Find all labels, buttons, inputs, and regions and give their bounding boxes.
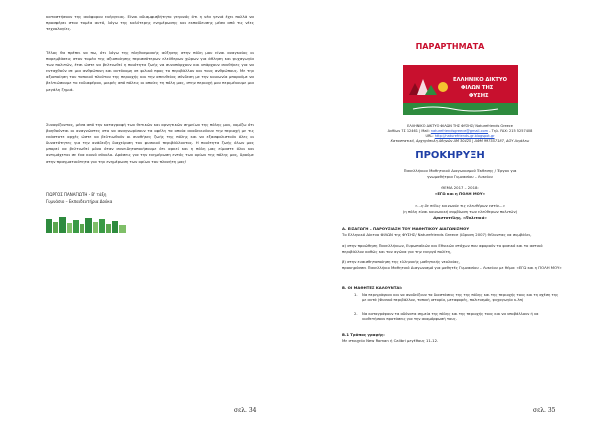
website-link[interactable]: http://naturefriends-gr.blogspot.gr bbox=[434, 134, 495, 138]
email-link[interactable]: naturefriendsgreece@gmail.com bbox=[430, 129, 489, 133]
url-prefix: URL: bbox=[425, 134, 435, 138]
section-b1-heading: Β.1 Τρόπος γραφής: bbox=[342, 332, 385, 337]
address-prefix: Ανθίων 7Σ 12461 | Mail: bbox=[387, 129, 431, 133]
quote-note: (η πόλη είναι κοινωνική συμβίωση των ελεύθερων πολιτών) bbox=[402, 209, 518, 214]
svg-text:ΦΙΛΩΝ ΤΗΣ: ΦΙΛΩΝ ΤΗΣ bbox=[461, 85, 494, 91]
section-a-heading: Α. ΕΙΣΑΓΩΓΗ – ΠΑΡΟΥΣΙΑΣΗ ΤΟΥ ΜΑΘΗΤΙΚΟΥ ΔΙΑΓΩΝΙΣΜΟΥ bbox=[342, 226, 470, 231]
appendix-title: ΠΑΡΑΡΤΗΜΑΤΑ bbox=[415, 42, 485, 51]
quote-author: Αριστοτέλης, «Πολιτικά» bbox=[433, 215, 487, 220]
paragraph-2: Τέλος θα πρέπει να πω, ότι λόγω της πληθυσμιακής αύξησης στην πόλη μου είναι αναγκαίος οι παρεμβάσεις στον τομέα της αξιοποίησης περισσότερων ελεύθερων χώρων για άθληση και ψυχαγωγία των πολιτών, έτσι ώστε να βελτιωθεί η ποιότητα ζωής να συνυπάρχουν και υπάρχουν συνθήκες για να ενταχθούν σε μια ανθρώπινη και αυτόνομη σε φιλικό προς το περιβάλλον και τους ανθρώπους. Με την αξιοποίηση του τοπικού πλούτου της περιοχής και την απευθείας σύνδεση με την κοινωνία μπορούμε να βελτιώσουμε το ενδιαφέρον, μικρές από πόλεις οι οποίες τη πόλη μας, στην περιοχή μου περιμένουμε μια μεγάλη ζημιά. bbox=[46, 50, 254, 92]
contest-line-2: γνωμαθήτρια Γυμνασίου – Λυκείου bbox=[427, 174, 493, 179]
registration-line: Καταστατικό, Αρχηγόπολη Αθηνών ΑΜ 30425 | ΑΦΜ 997557187, ΔΟΥ Αιγάλεω bbox=[390, 139, 530, 143]
item-text: Να περιγράψουν και να αναδείξουν τα διαστάσεις της της πόλης και της περιοχής τους και τη σχέση της με αυτά (Φυσικό περιβάλλον, τοπική ιστορία, μεταφορές, πολιτισμός, ψυχαγωγία κ.λπ) bbox=[362, 293, 559, 303]
item-number: 2. bbox=[354, 312, 358, 316]
item-number: 1. bbox=[354, 293, 358, 297]
section-a-line-4: προκηρύσσει Πανελλήνιο Μαθητικό Διαγωνισμό για μαθητές Γυμνασίου – Λυκείου με θέμα: «ΕΓΩ και η ΠΟΛΗ ΜΟΥ» bbox=[342, 265, 562, 270]
signature-name: ΓΙΩΡΓΟΣ ΠΑΝΑΓΙΩΤΗ - Β' τάξη bbox=[46, 192, 107, 197]
paragraph-3: Συνοψίζοντας, μέσα από την καταγραφή των θετικών και αρνητικών σημείων της πόλης μου, νομίζω ότι βοηθούνται οι αναγνώστες στο να αναγνωρίσουν τα οφέλη τα οποία αναδεικνύουν την περιοχή με τις εκάστοτε αρχές ώστε να βελτιωθούν οι συνθήκες ζωής της πόλης και να εξασφαλιστούν όλες οι δυνατότητες για την ανάδειξη διαχείριση του φυσικού περιβάλλοντος. Η ποιότητα ζωής όλων μας μπορεί να βελτιωθεί μόνο όταν συνειδητοποιήσουμε ότι αρκεί και η πόλη μας είμαστε όλοι και αντιμάχεται σε ένα κοινό σύνολο. Δράσεις για την ενημέρωση εντός των ορίων της πόλης μας, δρούμε στην πραγματικότητα για την ενημέρωση των ορίων του πλανήτη μας! bbox=[46, 122, 254, 164]
section-a-line-3: β) στην ευαισθητοποίηση της ελληνικής μαθητικής νεολαίας, bbox=[342, 259, 460, 264]
address-suffix: - Τηλ. FAX: 215 5257408 bbox=[488, 129, 533, 133]
svg-text:ΦΥΣΗΣ: ΦΥΣΗΣ bbox=[469, 93, 489, 99]
page-number-right: σελ. 35 bbox=[533, 407, 556, 414]
section-a-line-2: α) στην προώθηση Πανελλήνιων, Ευρωπαϊκών και Εθνικών στόχων που αφορούν το φυσικό και το αστικό περιβάλλον καθώς και τον αγώνα για την ενεργό πολίτη, bbox=[342, 243, 543, 254]
right-page bbox=[300, 0, 600, 424]
aristotle-quote: «...η δε πόλις κοινωνία τις ελευθέρων εστίν...» bbox=[415, 203, 505, 208]
paragraph-1: καταστήσουν της ανάφορου ενέργειας. Είναι αδιαμφισβήτητο γεγονός ότι η νέα γενιά έχει πολλά να προσφέρει στον τομέα αυτό, λόγω της καλύτερης ενημέρωσης και εκπαίδευσης μέσα από τις νέες τεχνολογίες. bbox=[46, 14, 254, 32]
item-text: Να καταγράψουν τα αδύνατα σημεία της πόλης και της περιοχής τους και να υποβάλλουν ή να υιοθετήσουν προτάσεις για την αναμόρφωσή τους. bbox=[362, 312, 539, 322]
section-b-heading: Β. ΟΙ ΜΑΘΗΤΕΣ ΚΑΛΟΥΝΤΑΙ: bbox=[342, 285, 403, 290]
school-logo bbox=[46, 215, 126, 233]
theme-title: «ΕΓΩ και η ΠΟΛΗ ΜΟΥ» bbox=[434, 191, 486, 196]
theme-label: ΘΕΜΑ 2017 – 2018: bbox=[441, 185, 479, 190]
section-b1-text: Με στοιχεία New Roman ή Calibri μεγέθους 11-12. bbox=[342, 338, 439, 343]
page-number-left: σελ. 34 bbox=[234, 407, 257, 414]
contest-line-1: Πανελλήνιου Μαθητικού Διαγωνισμού Έκθεσης / Έργου για bbox=[403, 168, 517, 173]
svg-text:ΕΛΛΗΝΙΚΟ ΔΙΚΤΥΟ: ΕΛΛΗΝΙΚΟ ΔΙΚΤΥΟ bbox=[453, 77, 508, 83]
section-a-line-1: Το Ελληνικό Δίκτυο ΦΙΛΩΝ της ΦΥΣΗΣ/ Naturefriends Greece (ίδρυση 2007) θέλοντας να συμβάλει, bbox=[342, 232, 532, 237]
announcement-title: ΠΡΟΚΗΡΥΞΗ bbox=[415, 150, 485, 161]
signature-school: Γυμνάσιο – Εκπαιδευτήρια Δούκα bbox=[46, 199, 113, 204]
naturefriends-banner-logo bbox=[403, 65, 518, 115]
org-line: ΕΛΛΗΝΙΚΟ ΔΙΚΤΥΟ ΦΙΛΩΝ ΤΗΣ ΦΥΣΗΣ/ Naturefriends Greece bbox=[407, 124, 513, 128]
